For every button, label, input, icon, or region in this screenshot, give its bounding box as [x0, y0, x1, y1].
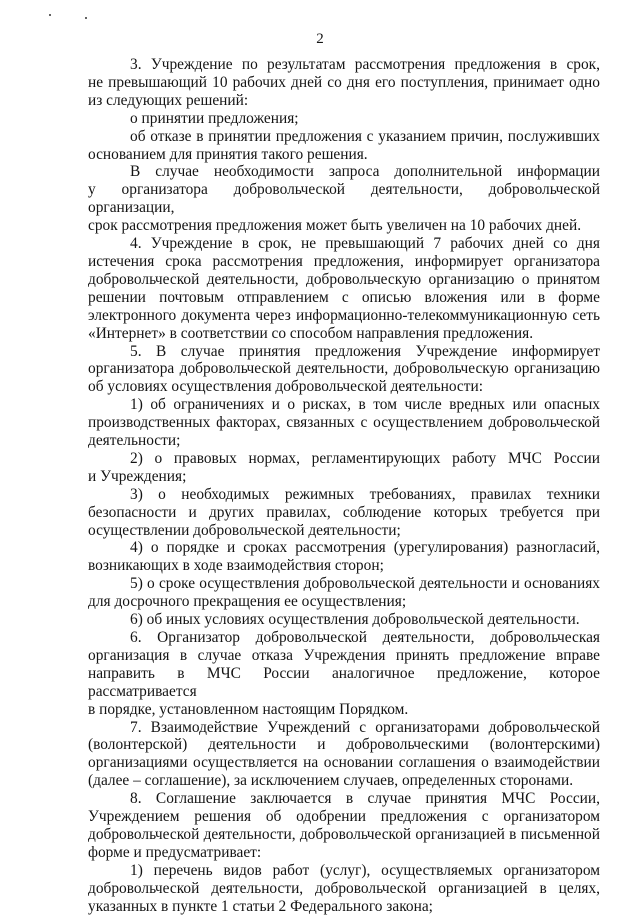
paragraph-line: основанием для принятия такого решения.: [88, 145, 368, 163]
paragraph-line: организациями осуществляется на основании соглашения о взаимодействии: [88, 754, 600, 772]
paragraph-line: 1) об ограничениях и о рисках, в том числе вредных или опасных: [130, 396, 600, 414]
paragraph-line: добровольческой деятельности, добровольческой организацией в письменной: [88, 825, 600, 843]
paragraph: [88, 128, 600, 164]
paragraph-line: для досрочного прекращения ее осуществления;: [88, 593, 407, 611]
paragraph-line: из следующих решений:: [88, 91, 249, 109]
paragraph-line: 5. В случае принятия предложения Учреждение информирует: [130, 342, 600, 360]
paragraph: [88, 163, 600, 235]
scan-speck: [85, 17, 87, 19]
paragraph-line: осуществлении добровольческой деятельности;: [88, 521, 401, 539]
paragraph-line: «Интернет» в соответствии со способом направления предложения.: [88, 324, 534, 342]
paragraph-line: 6. Организатор добровольческой деятельности, добровольческая: [130, 629, 600, 646]
paragraph-line: возникающих в ходе взаимодействия сторон;: [88, 557, 384, 575]
paragraph-line: указанных в пункте 1 статьи 2 Федерального закона;: [88, 897, 433, 915]
scan-speck: [49, 14, 51, 16]
paragraph-line: В случае необходимости запроса дополнительной информации: [130, 163, 600, 181]
paragraph-line: 3) о необходимых режимных требованиях, правилах техники: [130, 485, 600, 503]
paragraph: [88, 629, 600, 719]
paragraph: [88, 396, 600, 450]
paragraph: [88, 235, 600, 342]
paragraph-line: 2) о правовых нормах, регламентирующих работу МЧС России: [130, 449, 600, 467]
paragraph-line: 7. Взаимодействие Учреждений с организаторами добровольческой: [130, 718, 600, 736]
document-body: [88, 56, 600, 916]
paragraph-line: электронного документа через информационно-телекоммуникационную сеть: [88, 306, 600, 324]
paragraph-line: 6) об иных условиях осуществления добровольческой деятельности.: [130, 611, 580, 629]
paragraph-line: безопасности и других правилах, соблюдение которых требуется при: [88, 503, 600, 521]
paragraph: [88, 110, 600, 128]
paragraph-line: срок рассмотрения предложения может быть увеличен на 10 рабочих дней.: [88, 217, 582, 235]
paragraph-line: организация в случае отказа Учреждения принять предложение вправе: [88, 646, 600, 664]
paragraph-line: 4) о порядке и сроках рассмотрения (урегулирования) разногласий,: [130, 539, 600, 557]
paragraph-line: Учреждением решения об одобрении предложения с организатором: [88, 808, 600, 826]
paragraph-line: об отказе в принятии предложения с указанием причин, послуживших: [130, 127, 600, 145]
paragraph: [88, 575, 600, 611]
paragraph-line: истечения срока рассмотрения предложения, информирует организатора: [88, 252, 600, 270]
paragraph-line: 8. Соглашение заключается в случае принятия МЧС России,: [130, 790, 600, 808]
paragraph-line: добровольческой деятельности, добровольческой организацией в целях,: [88, 879, 600, 897]
paragraph-line: (волонтерской) деятельности и добровольческими (волонтерскими): [88, 736, 600, 754]
paragraph-line: производственных факторах, связанных с осуществлением добровольческой: [88, 414, 600, 432]
paragraph: [88, 343, 600, 397]
paragraph-line: об условиях осуществления добровольческой деятельности:: [88, 378, 483, 396]
paragraph-line: форме и предусматривает:: [88, 843, 262, 861]
paragraph: [88, 611, 600, 629]
paragraph: [88, 56, 600, 110]
paragraph-line: и Учреждения;: [88, 467, 187, 485]
paragraph-line: (далее – соглашение), за исключением случаев, определенных сторонами.: [88, 772, 574, 790]
paragraph: [88, 719, 600, 791]
paragraph-line: 5) о сроке осуществления добровольческой деятельности и основаниях: [130, 575, 600, 593]
paragraph-line: у организатора добровольческой деятельности, добровольческой организации,: [88, 181, 600, 217]
paragraph-line: 3. Учреждение по результатам рассмотрения предложения в срок,: [130, 56, 600, 73]
paragraph: [88, 539, 600, 575]
paragraph-line: организатора добровольческой деятельности, добровольческую организацию: [88, 360, 600, 378]
paragraph-line: 1) перечень видов работ (услуг), осуществляемых организатором: [130, 861, 600, 879]
paragraph-line: решении почтовым отправлением с описью вложения или в форме: [88, 288, 600, 306]
paragraph-line: направить в МЧС России аналогичное предложение, которое рассматривается: [88, 664, 600, 700]
paragraph-line: деятельности;: [88, 432, 181, 450]
paragraph: [88, 862, 600, 916]
paragraph-line: 4. Учреждение в срок, не превышающий 7 рабочих дней со дня: [130, 235, 600, 253]
paragraph-line: в порядке, установленном настоящим Порядком.: [88, 700, 409, 718]
page-number: 2: [316, 31, 324, 47]
paragraph: [88, 450, 600, 486]
paragraph-line: добровольческой деятельности, добровольческую организацию о принятом: [88, 270, 600, 288]
paragraph-line: о принятии предложения;: [130, 109, 299, 127]
paragraph-line: не превышающий 10 рабочих дней со дня его поступления, принимает одно: [88, 73, 600, 91]
paragraph: [88, 486, 600, 540]
paragraph: [88, 790, 600, 862]
